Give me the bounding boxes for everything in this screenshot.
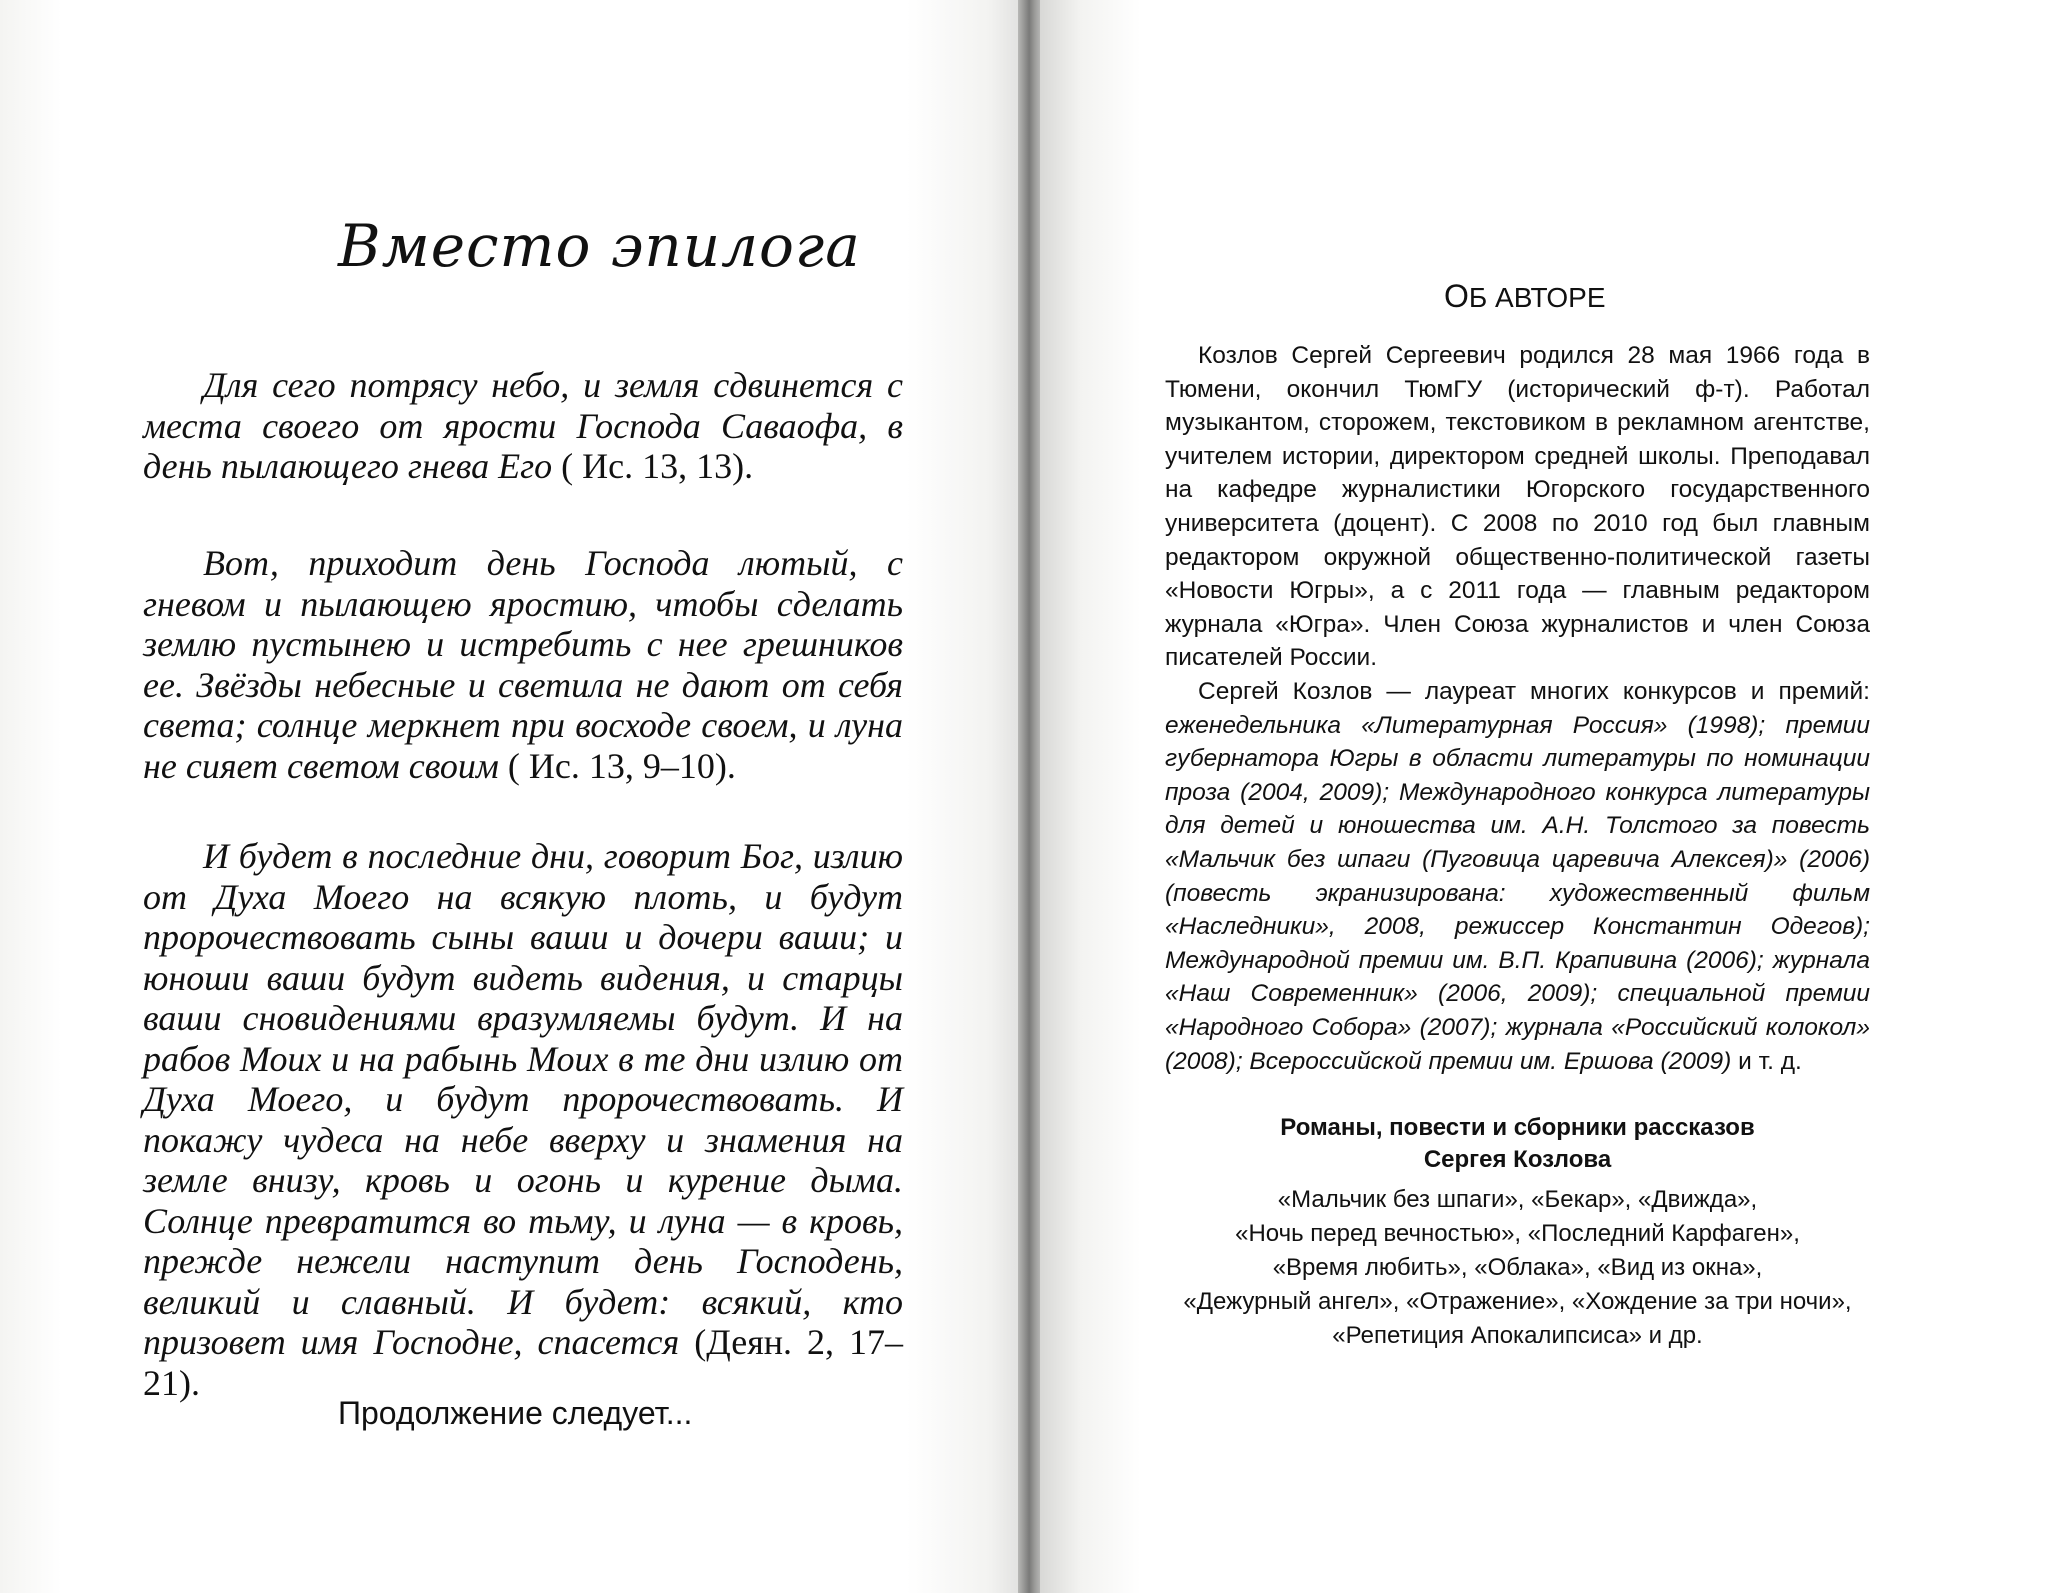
works-line: «Мальчик без шпаги», «Бекар», «Движда»,	[1277, 1186, 1758, 1213]
works-heading-line: Романы, повести и сборники рассказов	[1280, 1114, 1755, 1141]
quote-text: Вот, приходит день Господа лютый, с гневом и пылающею яростию, чтобы сделать землю пустынею и истребить с нее грешников ее. Звёзды небесные и светила не дают от себя света; солнце меркнет при восходе своем, и луна не сияет светом своим	[143, 543, 903, 786]
works-heading-line: Сергея Козлова	[1423, 1146, 1612, 1173]
title-rest: Б АВТОРЕ	[1468, 282, 1606, 313]
title-initial: О	[1444, 278, 1469, 314]
quote-acts-2-17-21	[143, 836, 903, 1403]
quote-reference: (Деян. 2, 17–21).	[143, 1322, 903, 1403]
works-heading	[1165, 1112, 1870, 1176]
about-author-title	[1444, 278, 1606, 315]
quote-reference: ( Ис. 13, 9–10).	[507, 745, 736, 786]
to-be-continued: Продолжение следует...	[338, 1395, 693, 1431]
awards-tail: и т. д.	[1731, 1047, 1802, 1075]
works-line: «Ночь перед вечностью», «Последний Карфаген»,	[1235, 1220, 1800, 1247]
quote-isaiah-13-9-10	[143, 543, 903, 786]
quote-text: Для сего потрясу небо, и земля сдвинется с места своего от ярости Господа Саваофа, в день пылающего гнева Его	[143, 365, 903, 486]
works-list	[1165, 1183, 1870, 1353]
epilogue-title: Вместо эпилога	[338, 212, 861, 280]
works-line: «Время любить», «Облака», «Вид из окна»,	[1272, 1254, 1763, 1281]
quote-text: И будет в последние дни, говорит Бог, излию от Духа Моего на всякую плоть, и будут пророчествовать сыны ваши и дочери ваши; и юноши ваши будут видеть видения, и старцы ваши сновидениями вразумляемы будут. И на рабов Моих и на рабынь Моих в те дни излию от Духа Моего, и будут пророчествовать. И покажу чудеса на небе вверху и знамения на земле внизу, кровь и огонь и курение дыма. Солнце превратится во тьму, и луна — в кровь, прежде нежели наступит день Господень, великий и славный. И будет: всякий, кто призовет имя Господне, спасется	[143, 836, 903, 1362]
works-line: «Дежурный ангел», «Отражение», «Хождение за три ночи»,	[1183, 1288, 1852, 1315]
author-awards	[1165, 675, 1870, 1078]
quote-isaiah-13-13	[143, 365, 903, 487]
quote-reference: ( Ис. 13, 13).	[561, 446, 754, 486]
awards-lead: Сергей Козлов — лауреат многих конкурсов и премий:	[1198, 678, 1870, 705]
works-line: «Репетиция Апокалипсиса» и др.	[1332, 1322, 1703, 1349]
awards-list: еженедельника «Литературная Россия» (1998); премии губернатора Югры в области литературы по номинации проза (2004, 2009); Международного конкурса литературы для детей и юношества им. А.Н. Толстого за повесть «Мальчик без шпаги (Пуговица царевича Алексея)» (2006) (повесть экранизирована: художественный фильм «Наследники», 2008, режиссер Константин Одегов); Международной премии им. В.П. Крапивина (2006); журнала «Наш Современник» (2006, 2009); специальной премии «Народного Собора» (2007); журнала «Российский колокол» (2008); Всероссийской премии им. Ершова (2009)	[1165, 711, 1870, 1075]
author-bio: Козлов Сергей Сергеевич родился 28 мая 1966 года в Тюмени, окончил ТюмГУ (исторический ф-т). Работал музыкантом, сторожем, текстовиком в рекламном агентстве, учителем истории, директором средней школы. Преподавал на кафедре журналистики Югорского государственного университета (доцент). С 2008 по 2010 год был главным редактором окружной общественно-политической газеты «Новости Югры», а с 2011 года — главным редактором журнала «Югра». Член Союза журналистов и член Союза писателей России.	[1165, 342, 1870, 672]
